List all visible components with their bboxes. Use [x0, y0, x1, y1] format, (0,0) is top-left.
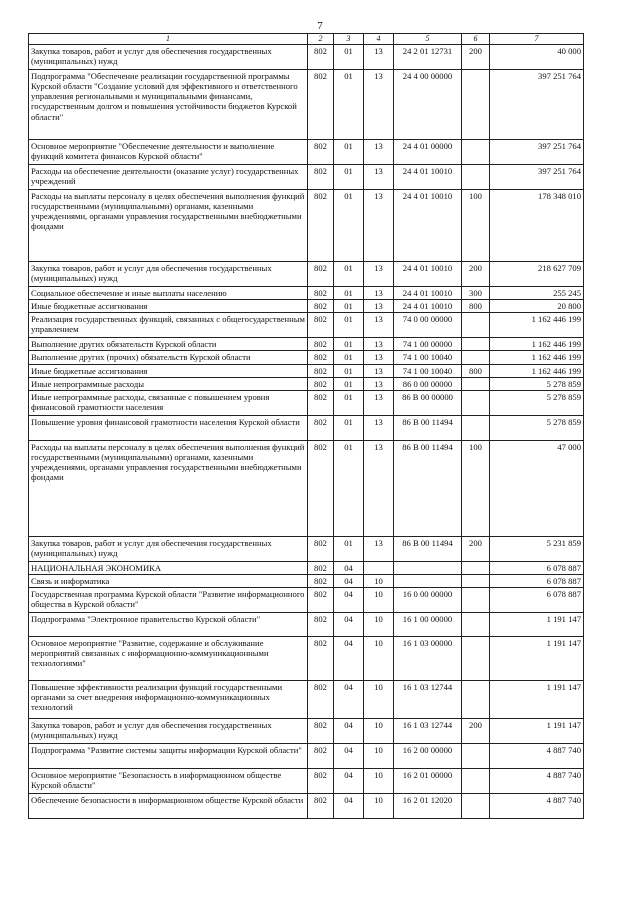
- row-subsection: 10: [364, 574, 394, 587]
- table-row: [29, 300, 584, 313]
- row-ministry-code: 802: [308, 637, 334, 681]
- row-name: Выполнение других (прочих) обязательств Курской области: [29, 351, 308, 364]
- row-ministry-code: 802: [308, 390, 334, 415]
- row-subsection: 13: [364, 364, 394, 377]
- column-number: 2: [308, 34, 334, 45]
- row-section: 01: [334, 140, 364, 165]
- row-amount: 1 162 446 199: [490, 364, 584, 377]
- row-expense-type: [462, 165, 490, 190]
- row-subsection: 13: [364, 262, 394, 287]
- row-name: Иные бюджетные ассигнования: [29, 300, 308, 313]
- row-target-article: 74 0 00 00000: [394, 313, 462, 338]
- row-section: 04: [334, 574, 364, 587]
- column-number-row: [29, 34, 584, 45]
- row-expense-type: [462, 561, 490, 574]
- row-amount: 1 191 147: [490, 613, 584, 637]
- row-name: Закупка товаров, работ и услуг для обеспечения государственных (муниципальных) нужд: [29, 262, 308, 287]
- row-expense-type: [462, 574, 490, 587]
- row-target-article: 86 0 00 00000: [394, 377, 462, 390]
- table-row: [29, 377, 584, 390]
- column-number: 4: [364, 34, 394, 45]
- row-target-article: 74 1 00 10040: [394, 351, 462, 364]
- row-section: 01: [334, 300, 364, 313]
- row-section: 01: [334, 338, 364, 351]
- row-expense-type: 100: [462, 190, 490, 262]
- row-amount: 255 245: [490, 287, 584, 300]
- row-expense-type: 200: [462, 45, 490, 70]
- table-row: [29, 70, 584, 140]
- row-ministry-code: 802: [308, 165, 334, 190]
- row-amount: 20 800: [490, 300, 584, 313]
- table-row: [29, 45, 584, 70]
- row-name: Закупка товаров, работ и услуг для обеспечения государственных (муниципальных) нужд: [29, 719, 308, 744]
- row-amount: 5 278 859: [490, 415, 584, 440]
- row-ministry-code: 802: [308, 588, 334, 613]
- row-subsection: 10: [364, 744, 394, 769]
- row-expense-type: 800: [462, 364, 490, 377]
- row-target-article: 16 2 00 00000: [394, 744, 462, 769]
- table-row: [29, 637, 584, 681]
- row-name: Иные непрограммные расходы: [29, 377, 308, 390]
- row-section: 01: [334, 313, 364, 338]
- row-amount: 397 251 764: [490, 70, 584, 140]
- table-row: [29, 338, 584, 351]
- budget-table: [28, 33, 584, 819]
- row-subsection: 13: [364, 190, 394, 262]
- row-name: НАЦИОНАЛЬНАЯ ЭКОНОМИКА: [29, 561, 308, 574]
- row-amount: 5 278 859: [490, 377, 584, 390]
- row-subsection: 13: [364, 313, 394, 338]
- row-subsection: 13: [364, 377, 394, 390]
- row-section: 04: [334, 794, 364, 819]
- row-amount: 4 887 740: [490, 744, 584, 769]
- row-target-article: 74 1 00 00000: [394, 338, 462, 351]
- row-expense-type: 800: [462, 300, 490, 313]
- row-target-article: 16 2 01 12020: [394, 794, 462, 819]
- row-name: Расходы на обеспечение деятельности (оказание услуг) государственных учреждений: [29, 165, 308, 190]
- table-row: [29, 313, 584, 338]
- row-section: 01: [334, 377, 364, 390]
- row-amount: 5 278 859: [490, 390, 584, 415]
- row-section: 01: [334, 440, 364, 536]
- row-subsection: 13: [364, 415, 394, 440]
- row-target-article: 24 4 01 10010: [394, 190, 462, 262]
- row-subsection: 13: [364, 45, 394, 70]
- row-target-article: 86 В 00 00000: [394, 390, 462, 415]
- row-ministry-code: 802: [308, 794, 334, 819]
- row-expense-type: [462, 794, 490, 819]
- row-ministry-code: 802: [308, 140, 334, 165]
- row-target-article: 24 4 01 10010: [394, 262, 462, 287]
- table-row: [29, 190, 584, 262]
- row-ministry-code: 802: [308, 287, 334, 300]
- row-ministry-code: 802: [308, 613, 334, 637]
- row-section: 04: [334, 769, 364, 794]
- row-name: Иные бюджетные ассигнования: [29, 364, 308, 377]
- row-ministry-code: 802: [308, 574, 334, 587]
- row-ministry-code: 802: [308, 351, 334, 364]
- row-section: 04: [334, 681, 364, 719]
- row-amount: 1 162 446 199: [490, 338, 584, 351]
- table-row: [29, 613, 584, 637]
- row-ministry-code: 802: [308, 364, 334, 377]
- row-target-article: 86 В 00 11494: [394, 415, 462, 440]
- row-amount: 6 078 887: [490, 574, 584, 587]
- row-target-article: 16 0 00 00000: [394, 588, 462, 613]
- row-expense-type: 200: [462, 536, 490, 561]
- row-name: Иные непрограммные расходы, связанные с повышением уровня финансовой грамотности населения: [29, 390, 308, 415]
- table-row: [29, 287, 584, 300]
- row-section: 01: [334, 351, 364, 364]
- row-ministry-code: 802: [308, 536, 334, 561]
- row-name: Подпрограмма "Обеспечение реализации государственной программы Курской области "Создание условий для эффективного и ответственного управления региональными и муниципальными финансами, государственным долгом и повышения устойчивости бюджетов Курской области": [29, 70, 308, 140]
- row-expense-type: [462, 140, 490, 165]
- row-ministry-code: 802: [308, 769, 334, 794]
- column-number: 3: [334, 34, 364, 45]
- row-expense-type: [462, 744, 490, 769]
- row-name: Расходы на выплаты персоналу в целях обеспечения выполнения функций государственными (муниципальными) органами, казенными учреждениями, органами управления государственными внебюджетными фондами: [29, 190, 308, 262]
- row-section: 01: [334, 70, 364, 140]
- row-section: 01: [334, 415, 364, 440]
- row-amount: 5 231 859: [490, 536, 584, 561]
- table-row: [29, 351, 584, 364]
- row-subsection: 13: [364, 440, 394, 536]
- table-row: [29, 681, 584, 719]
- row-expense-type: [462, 681, 490, 719]
- row-name: Реализация государственных функций, связанных с общегосударственным управлением: [29, 313, 308, 338]
- table-row: [29, 165, 584, 190]
- row-target-article: 16 1 03 00000: [394, 637, 462, 681]
- row-name: Подпрограмма "Развитие системы защиты информации Курской области": [29, 744, 308, 769]
- row-amount: 1 191 147: [490, 681, 584, 719]
- row-section: 01: [334, 390, 364, 415]
- table-row: [29, 744, 584, 769]
- row-section: 01: [334, 262, 364, 287]
- row-expense-type: [462, 70, 490, 140]
- row-ministry-code: 802: [308, 262, 334, 287]
- row-subsection: 13: [364, 140, 394, 165]
- row-subsection: 10: [364, 637, 394, 681]
- row-name: Подпрограмма "Электронное правительство Курской области": [29, 613, 308, 637]
- table-row: [29, 440, 584, 536]
- row-target-article: 16 1 03 12744: [394, 719, 462, 744]
- row-name: Закупка товаров, работ и услуг для обеспечения государственных (муниципальных) нужд: [29, 536, 308, 561]
- row-subsection: 13: [364, 300, 394, 313]
- row-expense-type: [462, 377, 490, 390]
- table-row: [29, 769, 584, 794]
- row-target-article: 24 4 01 10010: [394, 165, 462, 190]
- row-amount: 4 887 740: [490, 794, 584, 819]
- table-row: [29, 574, 584, 587]
- row-section: 01: [334, 190, 364, 262]
- row-name: Обеспечение безопасности в информационном обществе Курской области: [29, 794, 308, 819]
- row-name: Социальное обеспечение и иные выплаты населению: [29, 287, 308, 300]
- row-section: 04: [334, 613, 364, 637]
- row-subsection: 10: [364, 794, 394, 819]
- table-row: [29, 262, 584, 287]
- row-target-article: 24 4 00 00000: [394, 70, 462, 140]
- row-ministry-code: 802: [308, 415, 334, 440]
- row-target-article: 16 2 01 00000: [394, 769, 462, 794]
- table-row: [29, 536, 584, 561]
- row-subsection: 10: [364, 681, 394, 719]
- row-target-article: [394, 574, 462, 587]
- row-section: 01: [334, 165, 364, 190]
- row-target-article: [394, 561, 462, 574]
- row-amount: 1 162 446 199: [490, 351, 584, 364]
- row-ministry-code: 802: [308, 377, 334, 390]
- row-subsection: 13: [364, 338, 394, 351]
- row-section: 01: [334, 536, 364, 561]
- row-name: Основное мероприятие "Развитие, содержание и обслуживание мероприятий связанных с информационно-коммуникационными технологиями": [29, 637, 308, 681]
- row-section: 04: [334, 637, 364, 681]
- row-target-article: 74 1 00 10040: [394, 364, 462, 377]
- row-name: Расходы на выплаты персоналу в целях обеспечения выполнения функций государственными (муниципальными) органами, казенными учреждениями, органами управления государственными внебюджетными фондами: [29, 440, 308, 536]
- column-number: 1: [29, 34, 308, 45]
- row-section: 04: [334, 561, 364, 574]
- row-amount: 218 627 709: [490, 262, 584, 287]
- row-target-article: 16 1 03 12744: [394, 681, 462, 719]
- row-ministry-code: 802: [308, 440, 334, 536]
- row-subsection: 13: [364, 287, 394, 300]
- row-ministry-code: 802: [308, 561, 334, 574]
- row-expense-type: [462, 390, 490, 415]
- row-expense-type: [462, 588, 490, 613]
- row-name: Повышение эффективности реализации функций государственными органами за счет внедрения информационно-коммуникационных технологий: [29, 681, 308, 719]
- table-row: [29, 719, 584, 744]
- row-target-article: 16 1 00 00000: [394, 613, 462, 637]
- row-amount: 397 251 764: [490, 140, 584, 165]
- row-ministry-code: 802: [308, 338, 334, 351]
- row-ministry-code: 802: [308, 45, 334, 70]
- page-number: 7: [317, 20, 323, 32]
- table-row: [29, 390, 584, 415]
- table-row: [29, 794, 584, 819]
- row-expense-type: [462, 313, 490, 338]
- row-ministry-code: 802: [308, 313, 334, 338]
- row-expense-type: 100: [462, 440, 490, 536]
- row-name: Повышение уровня финансовой грамотности населения Курской области: [29, 415, 308, 440]
- row-expense-type: [462, 637, 490, 681]
- column-number: 6: [462, 34, 490, 45]
- row-name: Связь и информатика: [29, 574, 308, 587]
- row-subsection: 10: [364, 588, 394, 613]
- table-row: [29, 588, 584, 613]
- row-subsection: 13: [364, 165, 394, 190]
- row-amount: 6 078 887: [490, 561, 584, 574]
- row-name: Основное мероприятие "Безопасность в информационном обществе Курской области": [29, 769, 308, 794]
- row-amount: 178 348 010: [490, 190, 584, 262]
- row-ministry-code: 802: [308, 744, 334, 769]
- row-section: 01: [334, 364, 364, 377]
- row-subsection: 13: [364, 70, 394, 140]
- row-subsection: 10: [364, 769, 394, 794]
- column-number: 5: [394, 34, 462, 45]
- row-amount: 397 251 764: [490, 165, 584, 190]
- row-target-article: 24 4 01 00000: [394, 140, 462, 165]
- row-ministry-code: 802: [308, 719, 334, 744]
- row-section: 01: [334, 45, 364, 70]
- table-row: [29, 364, 584, 377]
- row-expense-type: [462, 769, 490, 794]
- row-expense-type: [462, 338, 490, 351]
- row-amount: 1 191 147: [490, 719, 584, 744]
- row-subsection: 13: [364, 536, 394, 561]
- row-subsection: [364, 561, 394, 574]
- row-name: Закупка товаров, работ и услуг для обеспечения государственных (муниципальных) нужд: [29, 45, 308, 70]
- table-row: [29, 415, 584, 440]
- row-expense-type: 300: [462, 287, 490, 300]
- row-amount: 1 162 446 199: [490, 313, 584, 338]
- row-name: Основное мероприятие "Обеспечение деятельности и выполнение функций комитета финансов Курской области": [29, 140, 308, 165]
- row-section: 04: [334, 744, 364, 769]
- row-amount: 40 000: [490, 45, 584, 70]
- row-name: Государственная программа Курской области "Развитие информационного общества в Курской области": [29, 588, 308, 613]
- row-ministry-code: 802: [308, 681, 334, 719]
- row-target-article: 24 2 01 12731: [394, 45, 462, 70]
- row-amount: 6 078 887: [490, 588, 584, 613]
- row-subsection: 13: [364, 390, 394, 415]
- row-amount: 47 000: [490, 440, 584, 536]
- row-section: 04: [334, 588, 364, 613]
- row-expense-type: [462, 613, 490, 637]
- row-ministry-code: 802: [308, 70, 334, 140]
- table-row: [29, 561, 584, 574]
- row-expense-type: [462, 351, 490, 364]
- row-subsection: 10: [364, 613, 394, 637]
- row-expense-type: 200: [462, 719, 490, 744]
- row-expense-type: 200: [462, 262, 490, 287]
- row-subsection: 13: [364, 351, 394, 364]
- row-ministry-code: 802: [308, 300, 334, 313]
- row-target-article: 24 4 01 10010: [394, 287, 462, 300]
- row-target-article: 86 В 00 11494: [394, 440, 462, 536]
- row-ministry-code: 802: [308, 190, 334, 262]
- row-target-article: 86 В 00 11494: [394, 536, 462, 561]
- row-target-article: 24 4 01 10010: [394, 300, 462, 313]
- row-subsection: 10: [364, 719, 394, 744]
- row-amount: 1 191 147: [490, 637, 584, 681]
- row-expense-type: [462, 415, 490, 440]
- row-amount: 4 887 740: [490, 769, 584, 794]
- row-section: 04: [334, 719, 364, 744]
- row-name: Выполнение других обязательств Курской области: [29, 338, 308, 351]
- column-number: 7: [490, 34, 584, 45]
- row-section: 01: [334, 287, 364, 300]
- table-row: [29, 140, 584, 165]
